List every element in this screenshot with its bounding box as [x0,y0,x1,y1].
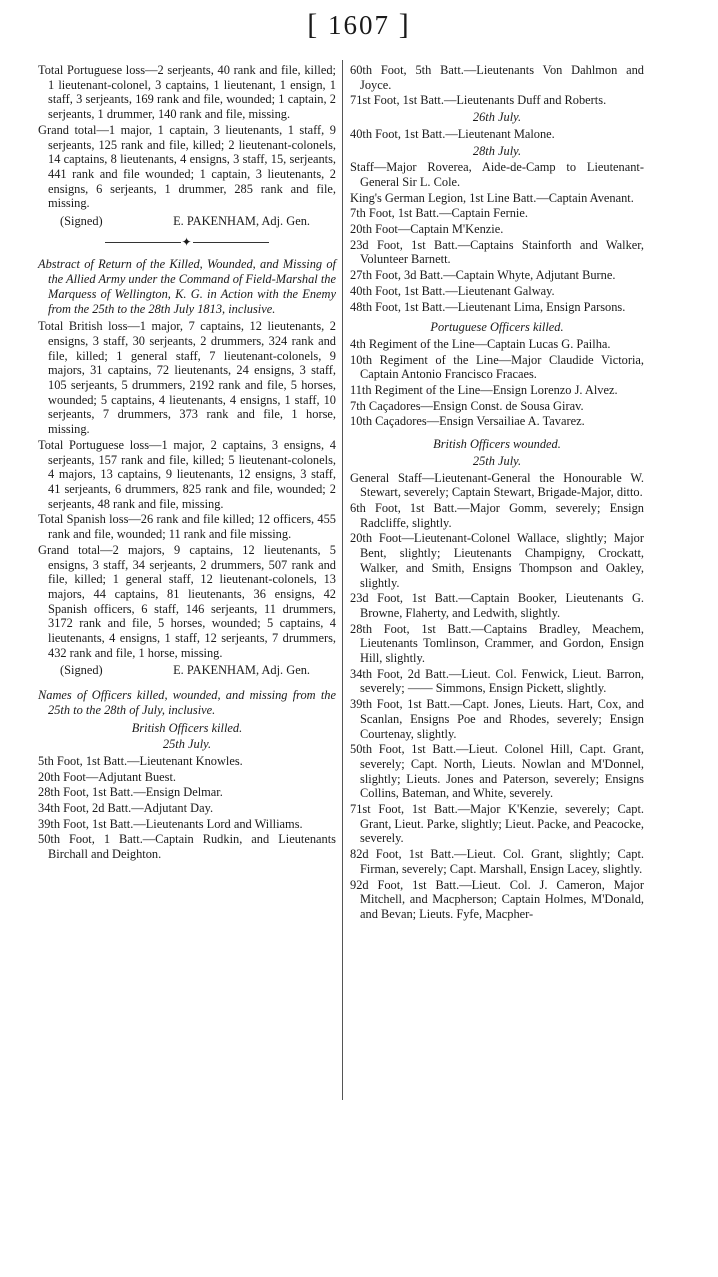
entry: 48th Foot, 1st Batt.—Lieutenant Lima, Ensign Parsons. [350,299,626,314]
entry: 10th Regiment of the Line—Major Claudide Victoria, Captain Antonio Francisco Fracaes. [350,352,644,382]
right-column [350,63,644,923]
entry: 20th Foot—Lieutenant-Colonel Wallace, slightly; Major Bent, slightly; Lieutenants Champigny, Crockatt, Walker, and Smith, Ensigns Thompson and Oakley, slightly. [350,531,644,590]
bracket-left: [ [307,8,320,41]
grand-total-paragraph: Grand total—1 major, 1 captain, 3 lieutenants, 1 staff, 9 serjeants, 125 rank and file, killed; 2 lieutenant-colonels, 14 captains, 8 lieutenants, 4 ensigns, 3 staff, 15, serjeants, 441 rank and file wounded; 1 captain, 3 lieutenants, 2 ensigns, 6 serjeants, 1 drummer, 285 rank and file, missing. [38,122,336,211]
bracket-right: ] [398,8,411,41]
entry: 10th Caçadores—Ensign Versailiae A. Tavarez. [350,414,585,429]
entry: 7th Foot, 1st Batt.—Captain Fernie. [350,206,528,221]
date-subheading: 28th July. [472,143,522,158]
page-number: 1607 [328,10,390,40]
entry: 20th Foot—Adjutant Buest. [38,769,177,784]
entry: 92d Foot, 1st Batt.—Lieut. Col. J. Cameron, Major Mitchell, and Macpherson; Captain Holmes, M'Donald, and Bevan; Lieuts. Fyfe, Macpher- [350,877,644,921]
spanish-loss-paragraph: Total Spanish loss—26 rank and file killed; 12 officers, 455 rank and file, wounded; 11 rank and file missing. [38,512,336,542]
entry: 23d Foot, 1st Batt.—Captain Booker, Lieutenants G. Browne, Flaherty, and Ledwith, slightly. [350,591,644,620]
entry: 28th Foot, 1st Batt.—Captains Bradley, Meachem, Lieutenants Tomlinson, Crammer, and Gordon, Ensign Hill, slightly. [350,621,644,666]
entry: 23d Foot, 1st Batt.—Captains Stainforth and Walker, Volunteer Barnett. [350,237,644,267]
names-heading: Names of Officers killed, wounded, and missing from the 25th to the 28th of July, inclusive. [38,688,336,717]
entry: 50th Foot, 1 Batt.—Captain Rudkin, and Lieutenants Birchall and Deighton. [38,832,336,862]
entry: 71st Foot, 1st Batt.—Major K'Kenzie, severely; Capt. Grant, Lieut. Parke, slightly; Lieut. Packe, and Peacocke, severely. [350,802,644,846]
entry: 34th Foot, 2d Batt.—Adjutant Day. [38,801,214,816]
entry: 28th Foot, 1st Batt.—Ensign Delmar. [38,785,223,800]
entry: 39th Foot, 1st Batt.—Capt. Jones, Lieuts. Hart, Cox, and Scanlan, Ensigns Poe and Rhodes, severely; Ensign Courtenay, slightly. [350,697,644,741]
entry: 7th Caçadores—Ensign Const. de Sousa Girav. [350,398,584,413]
date-subheading: 26th July. [472,110,522,125]
entry: King's German Legion, 1st Line Batt.—Captain Avenant. [350,190,634,205]
page-number-header [0,8,718,42]
left-column [38,63,336,863]
british-killed-subheading: British Officers killed. [131,720,243,735]
date-subheading: 25th July. [472,453,522,468]
entry: General Staff—Lieutenant-General the Honourable W. Stewart, severely; Captain Stewart, Brigade-Major, ditto. [350,470,644,500]
grand-total-paragraph-2: Grand total—2 majors, 9 captains, 12 lieutenants, 5 ensigns, 3 staff, 34 serjeants, 2 drummers, 507 rank and file, killed; 1 general staff, 12 lieutenant-colonels, 13 majors, 44 captains, 81 lieutenants, 36 ensigns, 42 Spanish officers, 6 staff, 146 serjeants, 11 drummers, 3172 rank and file, 5 horses, wounded; 5 captains, 4 lieutenants, 4 ensigns, 1 staff, 12 serjeants, 7 drummers, 432 rank and file, 1 horse, missing. [38,542,336,660]
entry: 40th Foot, 1st Batt.—Lieutenant Malone. [350,126,555,141]
entry: 20th Foot—Captain M'Kenzie. [350,222,504,237]
portuguese-loss-paragraph: Total Portuguese loss—2 serjeants, 40 rank and file, killed; 1 lieutenant-colonel, 3 captains, 1 lieutenant, 1 ensign, 1 staff, 3 serjeants, 169 rank and file, wounded; 1 captain, 2 serjeants, 1 drummer, 140 rank and file, missing. [38,63,336,122]
british-wounded-subheading: British Officers wounded. [433,437,561,452]
entry: 11th Regiment of the Line—Ensign Lorenzo J. Alvez. [350,383,618,398]
entry: 5th Foot, 1st Batt.—Lieutenant Knowles. [38,753,243,768]
entry: 50th Foot, 1st Batt.—Lieut. Colonel Hill, Capt. Grant, severely; Capt. North, Lieuts. Nowlan and M'Donnel, slightly; Lieuts. Jones and Paterson, severely; Ensigns Collins, Bateman, and White, severely. [350,742,644,801]
date-subheading: 25th July. [162,737,212,752]
signature-block [38,214,336,229]
entry: 27th Foot, 3d Batt.—Captain Whyte, Adjutant Burne. [350,268,616,283]
entry: 34th Foot, 2d Batt.—Lieut. Col. Fenwick, Lieut. Barron, severely; —— Simmons, Ensign Pickett, slightly. [350,666,644,696]
portuguese-total-paragraph: Total Portuguese loss—1 major, 2 captains, 3 ensigns, 4 serjeants, 157 rank and file, killed; 5 lieutenant-colonels, 4 majors, 13 captains, 9 lieutenants, 12 ensigns, 3 staff, 41 serjeants, 6 drummers, 825 rank and file, wounded; 2 serjeants, 48 rank and file, missing. [38,437,336,511]
entry: 4th Regiment of the Line—Captain Lucas G. Pailha. [350,336,611,351]
entry: 60th Foot, 5th Batt.—Lieutenants Von Dahlmon and Joyce. [350,63,644,92]
entry: 71st Foot, 1st Batt.—Lieutenants Duff and Roberts. [350,93,607,108]
entry: 40th Foot, 1st Batt.—Lieutenant Galway. [350,283,555,298]
british-loss-paragraph: Total British loss—1 major, 7 captains, 12 lieutenants, 2 ensigns, 3 staff, 30 serjeants, 2 drummers, 324 rank and file, killed; 1 general staff, 7 lieutenant-colonels, 9 majors, 31 captains, 72 lieutenants, 24 ensigns, 3 staff, 105 serjeants, 5 drummers, 2192 rank and file, 5 horses, wounded; 5 captains, 4 lieutenants, 4 ensigns, 1 staff, 10 serjeants, 7 drummers, 373 rank and file, 1 horse, missing. [38,319,336,437]
entry: Staff—Major Roverea, Aide-de-Camp to Lieutenant-General Sir L. Cole. [350,160,644,189]
ornament-divider: ✦ [38,235,336,250]
abstract-heading: Abstract of Return of the Killed, Wounded, and Missing of the Allied Army under the Command of Field-Marshal the Marquess of Wellington, K. G. in Action with the Enemy from the 25th to the 28th July 1813, inclusive. [38,257,336,316]
column-rule [342,60,343,1100]
signature-block-2 [38,663,336,678]
signed-label: (Signed) [60,214,103,229]
ornament-line [193,242,269,243]
portuguese-killed-subheading: Portuguese Officers killed. [430,320,564,335]
entry: 82d Foot, 1st Batt.—Lieut. Col. Grant, slightly; Capt. Firman, severely; Capt. Marshall, Ensign Lacey, slightly. [350,847,644,876]
signature-name: E. PAKENHAM, Adj. Gen. [173,214,310,229]
entry: 39th Foot, 1st Batt.—Lieutenants Lord and Williams. [38,816,303,831]
signature-name: E. PAKENHAM, Adj. Gen. [173,663,310,678]
signed-label: (Signed) [60,663,103,678]
ornament-line [105,242,181,243]
entry: 6th Foot, 1st Batt.—Major Gomm, severely; Ensign Radcliffe, slightly. [350,500,644,530]
